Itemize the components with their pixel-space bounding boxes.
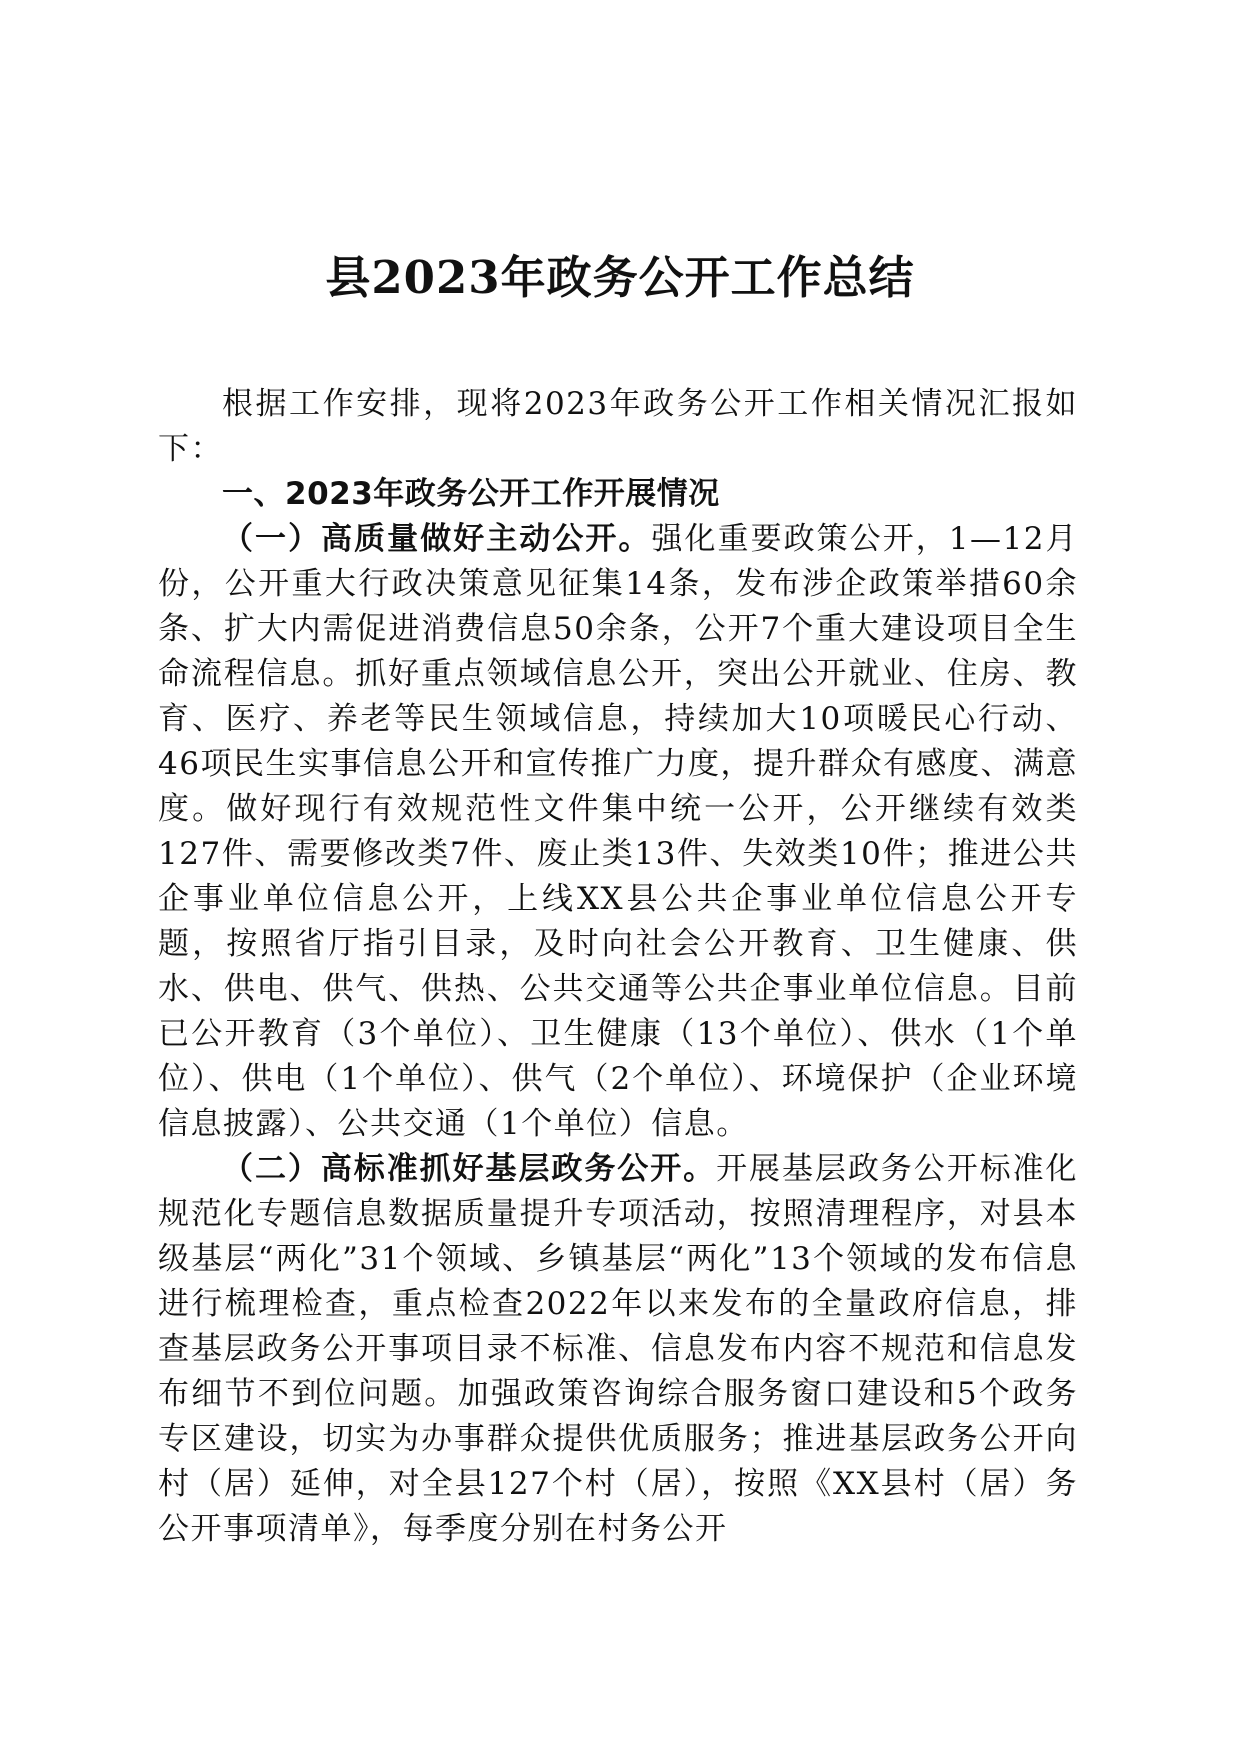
subsection-lead: （一）高质量做好主动公开。 bbox=[222, 521, 652, 557]
document-body bbox=[158, 382, 1078, 1552]
paragraph-text: 开展基层政务公开标准化规范化专题信息数据质量提升专项活动，按照清理程序，对县本级基层“两化”31个领域、乡镇基层“两化”13个领域的发布信息进行梳理检查，重点检查2022年以来发布的全量政府信息，排查基层政务公开事项目录不标准、信息发布内容不规范和信息发布细节不到位问题。加强政策咨询综合服务窗口建设和5个政务专区建设，切实为办事群众提供优质服务；推进基层政务公开向村（居）延伸，对全县127个村（居），按照《XX县村（居）务公开事项清单》，每季度分别在村务公开 bbox=[158, 1151, 1079, 1547]
paragraph-proactive-disclosure bbox=[158, 517, 1078, 1147]
subsection-lead: （二）高标准抓好基层政务公开。 bbox=[222, 1151, 717, 1187]
paragraph-grassroots-disclosure bbox=[158, 1147, 1078, 1552]
paragraph-text: 强化重要政策公开，1—12月份，公开重大行政决策意见征集14条，发布涉企政策举措60余条、扩大内需促进消费信息50余条，公开7个重大建设项目全生命流程信息。抓好重点领域信息公开，突出公开就业、住房、教育、医疗、养老等民生领域信息，持续加大10项暖民心行动、46项民生实事信息公开和宣传推广力度，提升群众有感度、满意度。做好现行有效规范性文件集中统一公开，公开继续有效类127件、需要修改类7件、废止类13件、失效类10件；推进公共企事业单位信息公开，上线XX县公共企事业单位信息公开专题，按照省厅指引目录，及时向社会公开教育、卫生健康、供水、供电、供气、供热、公共交通等公共企事业单位信息。目前已公开教育（3个单位）、卫生健康（13个单位）、供水（1个单位）、供电（1个单位）、供气（2个单位）、环境保护（企业环境信息披露）、公共交通（1个单位）信息。 bbox=[158, 521, 1078, 1142]
document-title: 县2023年政务公开工作总结 bbox=[325, 251, 915, 304]
section-heading: 一、2023年政务公开工作开展情况 bbox=[222, 476, 720, 512]
intro-paragraph: 根据工作安排，现将2023年政务公开工作相关情况汇报如下： bbox=[158, 386, 1078, 467]
